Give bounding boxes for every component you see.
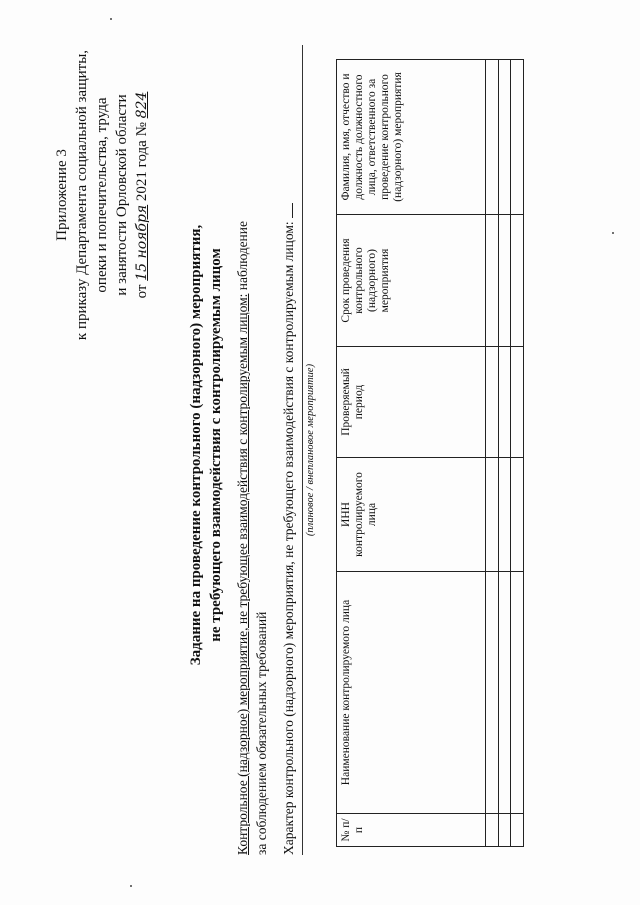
table-cell <box>511 215 524 347</box>
title-line-1: Задание на проведение контрольного (надзорного) мероприятия, <box>188 224 204 666</box>
header-number: № п/п <box>337 814 486 847</box>
table-cell <box>485 814 498 847</box>
scan-speck <box>130 885 132 887</box>
table-cell <box>485 60 498 215</box>
table-cell <box>511 572 524 814</box>
table-cell <box>485 215 498 347</box>
event-type-continuation: за соблюдением обязательных требований <box>254 611 269 855</box>
appendix-line-3: опеки и попечительства, труда <box>94 97 110 293</box>
table-cell <box>498 458 511 572</box>
nature-paragraph <box>279 45 298 855</box>
scan-speck <box>110 18 112 20</box>
table-cell <box>498 60 511 215</box>
table-cell <box>511 60 524 215</box>
scan-speck <box>612 232 614 234</box>
table-cell <box>498 347 511 458</box>
appendix-line-4: и занятости Орловской области <box>114 94 130 296</box>
nature-hint: (плановое / внеплановое мероприятие) <box>302 45 316 855</box>
appendix-date-line <box>132 45 152 345</box>
header-inn: ИНН контролируемого лица <box>337 458 486 572</box>
document-title <box>186 85 226 805</box>
header-deadline: Срок проведения контрольного (надзорного) мероприятия <box>337 215 486 347</box>
table-cell <box>511 814 524 847</box>
table-cell <box>498 814 511 847</box>
year-text: 2021 года № <box>134 122 150 202</box>
table-cell <box>498 572 511 814</box>
event-type-label: Контрольное (надзорное) мероприятие, не требующее взаимодействия с контролируемым лицом: <box>235 293 250 855</box>
nature-label: Характер контрольного (надзорного) мероприятия, не требующего взаимодействия с контролируемым лицом: <box>281 221 296 855</box>
table-cell <box>498 215 511 347</box>
header-responsible: Фамилия, имя, отчество и должность должностного лица, ответственного за проведение контрольного (надзорного) мероприятия <box>337 60 486 215</box>
table-cell <box>511 347 524 458</box>
appendix-line-1: Приложение 3 <box>54 149 70 241</box>
table-cell <box>485 347 498 458</box>
table-row <box>511 60 524 847</box>
inspection-table <box>336 59 524 847</box>
table-row <box>498 60 511 847</box>
table-row <box>485 60 498 847</box>
table-cell <box>485 458 498 572</box>
nature-blank <box>280 203 293 218</box>
event-type-paragraph <box>233 45 271 855</box>
table-cell <box>485 572 498 814</box>
event-type-value: наблюдение <box>235 221 250 291</box>
table-header-row <box>337 60 486 847</box>
handwritten-date: 15 ноября <box>134 204 150 281</box>
appendix-block <box>52 45 152 345</box>
header-period: Проверяемый период <box>337 347 486 458</box>
appendix-line-2: к приказу Департамента социальной защиты, <box>74 49 90 341</box>
title-line-2: не требующего взаимодействия с контролируемым лицом <box>208 248 224 642</box>
header-entity-name: Наименование контролируемого лица <box>337 572 486 814</box>
table-cell <box>511 458 524 572</box>
date-prefix: от <box>134 284 150 299</box>
handwritten-number: 824 <box>134 91 150 119</box>
